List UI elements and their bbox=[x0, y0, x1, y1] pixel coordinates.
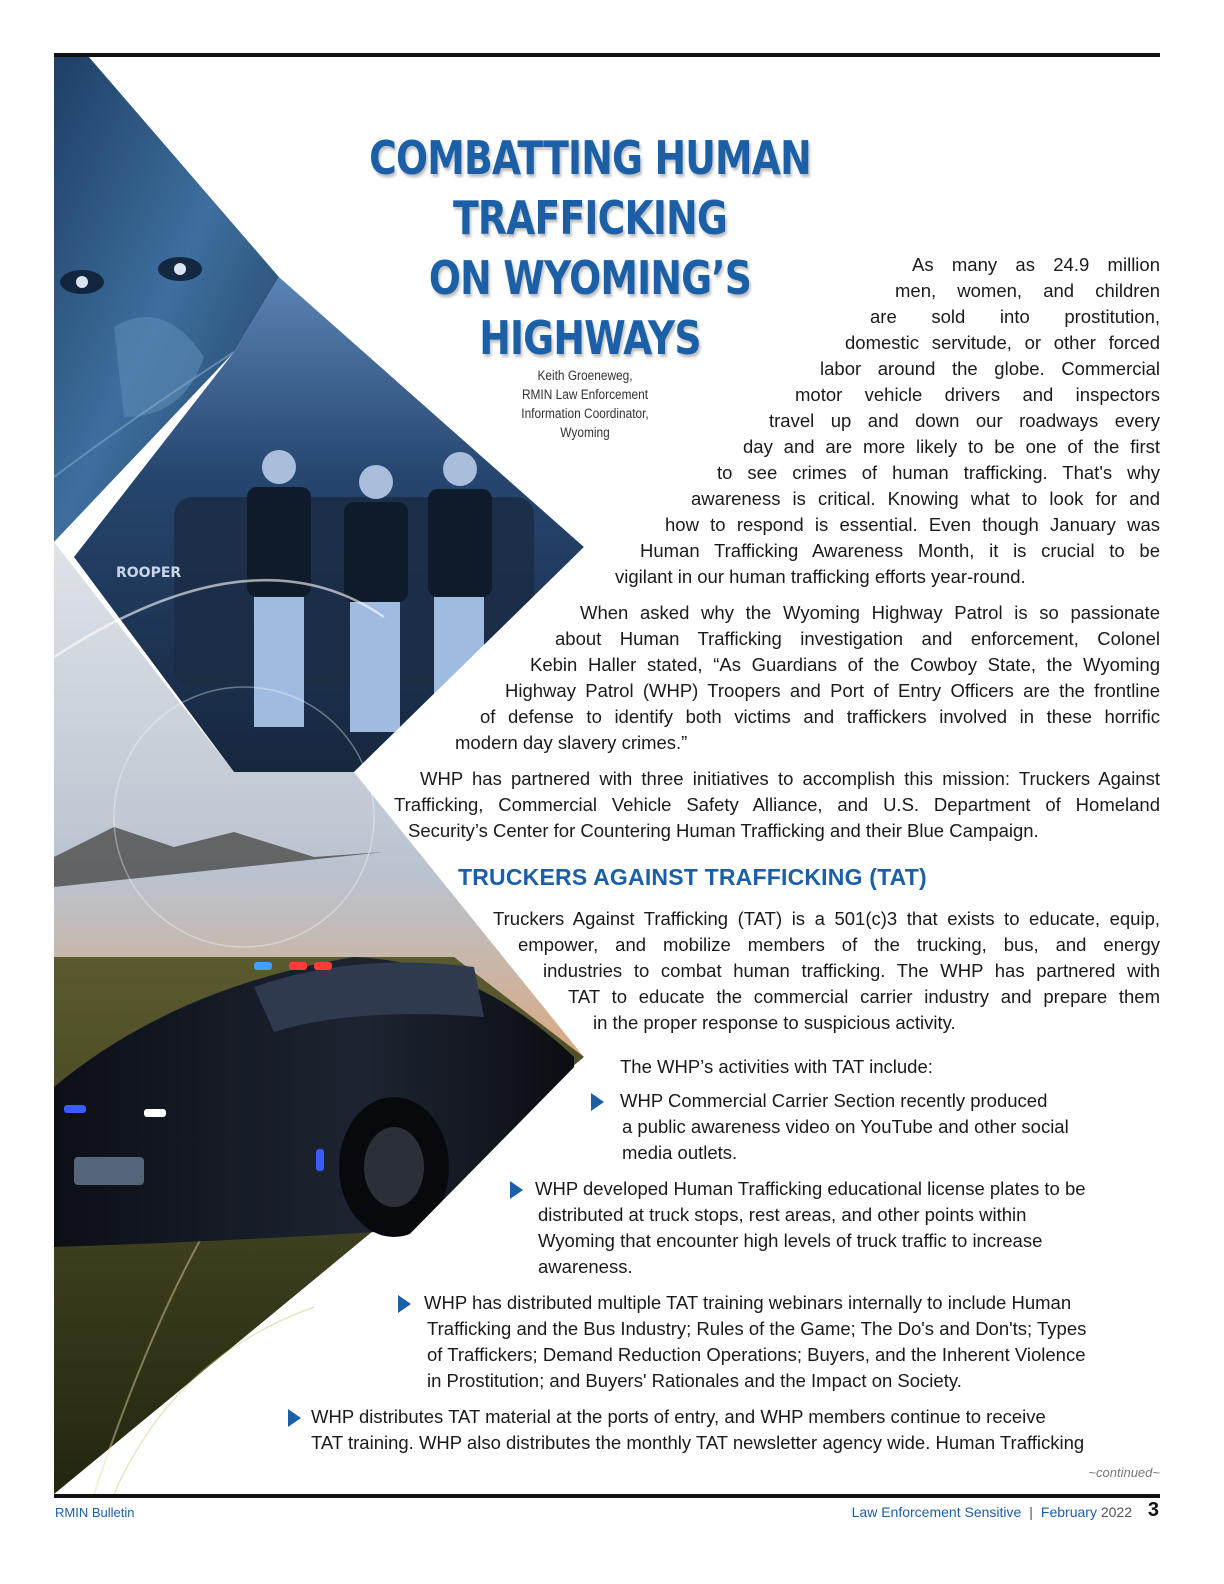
byline-line: Information Coordinator, bbox=[521, 406, 649, 421]
author-byline bbox=[470, 366, 700, 442]
text-line: awareness. bbox=[538, 1256, 633, 1277]
title-line: HIGHWAYS bbox=[479, 311, 701, 365]
text-line: industries to combat human trafficking. The WHP has partnered with bbox=[543, 960, 1160, 981]
text-line: of defense to identify both victims and traffickers involved in these horrific bbox=[480, 706, 1160, 727]
footer-info: Law Enforcement Sensitive | February 2022 bbox=[851, 1504, 1132, 1520]
title-line: COMBATTING HUMAN TRAFFICKING bbox=[369, 131, 811, 245]
text-line: about Human Trafficking investigation and enforcement, Colonel bbox=[555, 628, 1160, 649]
text-line: TAT training. WHP also distributes the monthly TAT newsletter agency wide. Human Trafficking bbox=[311, 1432, 1085, 1453]
text-line: Truckers Against Trafficking (TAT) is a 501(c)3 that exists to educate, equip, bbox=[493, 908, 1160, 929]
text-line: a public awareness video on YouTube and other social bbox=[622, 1116, 1069, 1137]
text-line: WHP has distributed multiple TAT training webinars internally to include Human bbox=[424, 1292, 1072, 1313]
bullet-arrow-icon bbox=[510, 1181, 523, 1199]
text-line: TAT to educate the commercial carrier industry and prepare them bbox=[568, 986, 1160, 1007]
text-line: empower, and mobilize members of the trucking, bus, and energy bbox=[518, 934, 1160, 955]
section-heading: TRUCKERS AGAINST TRAFFICKING (TAT) bbox=[458, 864, 927, 890]
text-line: day and are more likely to be one of the first bbox=[743, 436, 1160, 457]
issue-year: 2022 bbox=[1100, 1504, 1132, 1520]
text-line: travel up and down our roadways every bbox=[769, 410, 1160, 431]
text-line: Wyoming that encounter high levels of truck traffic to increase bbox=[538, 1230, 1043, 1251]
text-line: distributed at truck stops, rest areas, and other points within bbox=[538, 1204, 1027, 1225]
text-line: of Traffickers; Demand Reduction Operations; Buyers, and the Inherent Violence bbox=[427, 1344, 1086, 1365]
text-line: WHP has partnered with three initiatives to accomplish this mission: Truckers Against bbox=[420, 768, 1160, 789]
text-line: are sold into prostitution, bbox=[870, 306, 1160, 327]
text-line: Kebin Haller stated, “As Guardians of the Cowboy State, the Wyoming bbox=[530, 654, 1160, 675]
text-line: labor around the globe. Commercial bbox=[820, 358, 1160, 379]
text-line: awareness is critical. Knowing what to look for and bbox=[691, 488, 1160, 509]
text-line: in the proper response to suspicious activity. bbox=[593, 1012, 956, 1033]
list-intro: The WHP’s activities with TAT include: bbox=[620, 1056, 933, 1077]
text-line: motor vehicle drivers and inspectors bbox=[795, 384, 1160, 405]
bullet-arrow-icon bbox=[288, 1409, 301, 1427]
text-line: vigilant in our human trafficking efforts year-round. bbox=[615, 566, 1026, 587]
text-line: to see crimes of human trafficking. That's why bbox=[717, 462, 1160, 483]
text-line: As many as 24.9 million bbox=[912, 254, 1160, 275]
text-line: Trafficking, Commercial Vehicle Safety Alliance, and U.S. Department of Homeland bbox=[394, 794, 1160, 815]
bullet-arrow-icon bbox=[591, 1093, 604, 1111]
text-line: When asked why the Wyoming Highway Patrol is so passionate bbox=[580, 602, 1160, 623]
publication-name: RMIN Bulletin bbox=[55, 1505, 135, 1520]
text-line: Human Trafficking Awareness Month, it is crucial to be bbox=[640, 540, 1160, 561]
text-line: WHP Commercial Carrier Section recently produced bbox=[620, 1090, 1048, 1111]
continued-note: ~continued~ bbox=[1088, 1465, 1160, 1480]
text-line: Security’s Center for Countering Human Trafficking and their Blue Campaign. bbox=[408, 820, 1039, 841]
text-line: in Prostitution; and Buyers' Rationales and the Impact on Society. bbox=[427, 1370, 962, 1391]
text-line: men, women, and children bbox=[895, 280, 1160, 301]
text-line: Trafficking and the Bus Industry; Rules of the Game; The Do's and Don'ts; Types bbox=[427, 1318, 1087, 1339]
text-line: WHP developed Human Trafficking educational license plates to be bbox=[535, 1178, 1086, 1199]
text-line: how to respond is essential. Even though January was bbox=[665, 514, 1160, 535]
text-line: WHP distributes TAT material at the ports of entry, and WHP members continue to receive bbox=[311, 1406, 1046, 1427]
car-door-text: ROOPER bbox=[116, 565, 182, 581]
bullet-arrow-icon bbox=[398, 1295, 411, 1313]
text-line: domestic servitude, or other forced bbox=[845, 332, 1160, 353]
title-line: ON WYOMING’S bbox=[428, 251, 752, 305]
page-number: 3 bbox=[1147, 1499, 1159, 1521]
issue-month: February bbox=[1040, 1504, 1097, 1520]
byline-line: RMIN Law Enforcement bbox=[521, 387, 649, 402]
text-line: Highway Patrol (WHP) Troopers and Port of Entry Officers are the frontline bbox=[505, 680, 1160, 701]
classification-label: Law Enforcement Sensitive bbox=[851, 1504, 1022, 1520]
bottom-rule bbox=[54, 1494, 1160, 1498]
text-line: modern day slavery crimes.” bbox=[455, 732, 688, 753]
byline-line: Wyoming bbox=[560, 425, 610, 440]
byline-line: Keith Groeneweg, bbox=[537, 368, 633, 383]
text-line: media outlets. bbox=[622, 1142, 738, 1163]
